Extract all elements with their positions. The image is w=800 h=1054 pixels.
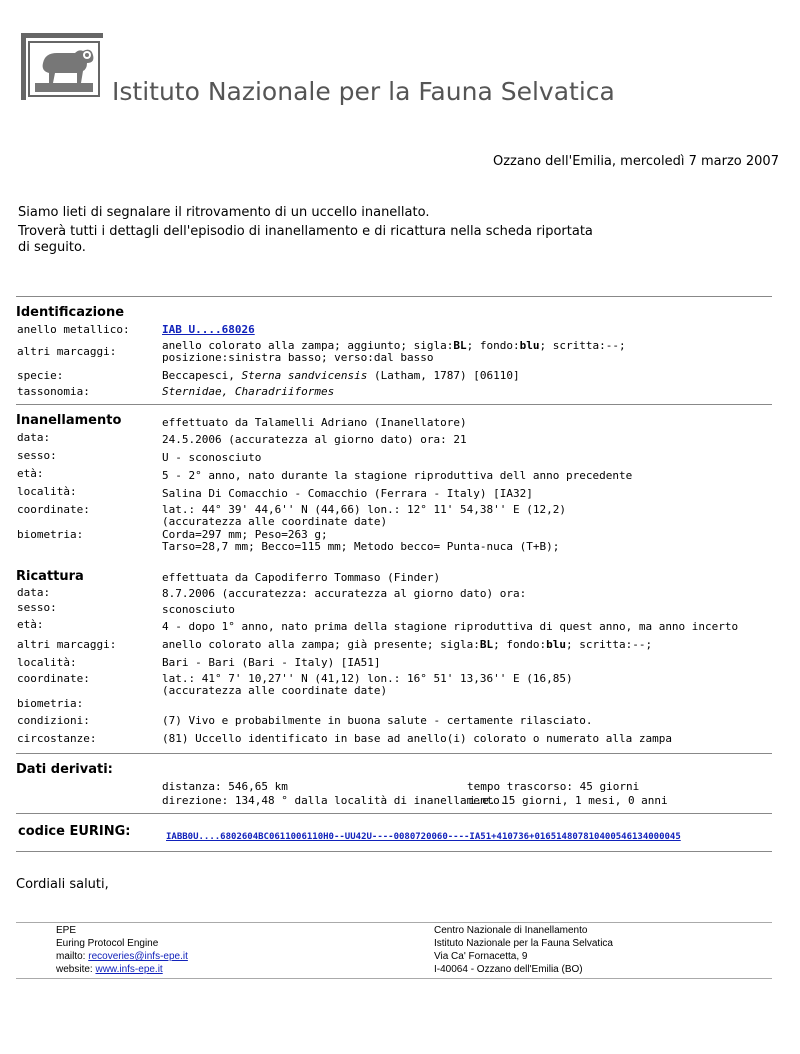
divider xyxy=(16,851,772,852)
institute-name: Istituto Nazionale per la Fauna Selvatica xyxy=(112,77,615,106)
inanellamento-bio-line2: Tarso=28,7 mm; Becco=115 mm; Metodo becco= Punta-nuca (T+B); xyxy=(162,540,560,553)
closing-text: Cordiali saluti, xyxy=(16,877,109,892)
altri-marcaggi-label: altri marcaggi: xyxy=(17,345,117,358)
footer-centro: Centro Nazionale di Inanellamento xyxy=(434,925,588,936)
ricattura-data-label: data: xyxy=(17,586,51,599)
mailto-link[interactable]: recoveries@infs-epe.it xyxy=(88,951,188,962)
dateline: Ozzano dell'Emilia, mercoledì 7 marzo 2007 xyxy=(493,154,779,169)
divider xyxy=(16,753,772,754)
section-title-derivati: Dati derivati: xyxy=(16,762,113,777)
ricattura-sesso-label: sesso: xyxy=(17,601,57,614)
footer-istituto: Istituto Nazionale per la Fauna Selvatica xyxy=(434,938,613,949)
divider xyxy=(16,296,772,297)
inanellamento-coord-note: (accuratezza alle coordinate date) xyxy=(162,515,388,528)
inanellamento-eta-value: 5 - 2° anno, nato durante la stagione riproduttiva dell anno precedente xyxy=(162,469,633,482)
distanza-value: distanza: 546,65 km xyxy=(162,780,288,793)
inanellamento-by: effettuato da Talamelli Adriano (Inanellatore) xyxy=(162,416,467,429)
ram-logo-icon xyxy=(21,33,103,100)
inanellamento-localita-label: località: xyxy=(17,485,77,498)
specie-value: Beccapesci, Sterna sandvicensis (Latham, 1787) [06110] xyxy=(162,369,520,382)
footer-engine: Euring Protocol Engine xyxy=(56,938,159,949)
footer-epe: EPE xyxy=(56,925,77,936)
divider xyxy=(16,404,772,405)
ricattura-data-value: 8.7.2006 (accuratezza: accuratezza al giorno dato) ora: xyxy=(162,587,527,600)
inanellamento-coord-value: lat.: 44° 39' 44,6'' N (44,66) lon.: 12° 11' 54,38'' E (12,2) xyxy=(162,503,566,516)
ricattura-coord-label: coordinate: xyxy=(17,672,90,685)
section-title-identificazione: Identificazione xyxy=(16,305,125,320)
ricattura-eta-value: 4 - dopo 1° anno, nato prima della stagione riproduttiva di quest anno, ma anno incerto xyxy=(162,620,739,633)
direzione-value: direzione: 134,48 ° dalla località di inanellamento. xyxy=(162,794,507,807)
tassonomia-label: tassonomia: xyxy=(17,385,90,398)
anello-label: anello metallico: xyxy=(17,323,130,336)
anello-link[interactable]: IAB U....68026 xyxy=(162,323,255,336)
ricattura-coord-value: lat.: 41° 7' 10,27'' N (41,12) lon.: 16° 51' 13,36'' E (16,85) xyxy=(162,672,573,685)
euring-code-link[interactable]: IABB0U....6802604BC0611006110H0--UU42U----0080720060----IA51+410736+016514807810400546134000045 xyxy=(166,832,681,842)
ricattura-localita-value: Bari - Bari (Bari - Italy) [IA51] xyxy=(162,656,381,669)
specie-label: specie: xyxy=(17,369,64,382)
inanellamento-bio-label: biometria: xyxy=(17,528,84,541)
tassonomia-value: Sternidae, Charadriiformes xyxy=(162,385,335,398)
footer-mailto: mailto: recoveries@infs-epe.it xyxy=(56,951,188,962)
divider xyxy=(16,922,772,923)
ricattura-cond-value: (7) Vivo e probabilmente in buona salute - certamente rilasciato. xyxy=(162,714,593,727)
ricattura-localita-label: località: xyxy=(17,656,77,669)
ricattura-coord-note: (accuratezza alle coordinate date) xyxy=(162,684,388,697)
ie-value: i.e. 15 giorni, 1 mesi, 0 anni xyxy=(469,794,668,807)
ricattura-bio-label: biometria: xyxy=(17,697,84,710)
divider xyxy=(16,978,772,979)
footer-city: I-40064 - Ozzano dell'Emilia (BO) xyxy=(434,964,583,975)
altri-marcaggi-line2: posizione:sinistra basso; verso:dal basso xyxy=(162,351,434,364)
section-title-ricattura: Ricattura xyxy=(16,569,84,584)
ricattura-cond-label: condizioni: xyxy=(17,714,90,727)
footer-website: website: www.infs-epe.it xyxy=(56,964,163,975)
inanellamento-sesso-label: sesso: xyxy=(17,449,57,462)
divider xyxy=(16,813,772,814)
intro-line-3: di seguito. xyxy=(18,240,86,255)
inanellamento-sesso-value: U - sconosciuto xyxy=(162,451,262,464)
intro-line-2: Troverà tutti i dettagli dell'episodio di inanellamento e di ricattura nella scheda riportata xyxy=(18,224,593,239)
section-title-euring: codice EURING: xyxy=(18,824,131,839)
website-link[interactable]: www.infs-epe.it xyxy=(95,964,163,975)
inanellamento-localita-value: Salina Di Comacchio - Comacchio (Ferrara - Italy) [IA32] xyxy=(162,487,533,500)
footer-address: Via Ca' Fornacetta, 9 xyxy=(434,951,528,962)
inanellamento-data-value: 24.5.2006 (accuratezza al giorno dato) ora: 21 xyxy=(162,433,467,446)
ricattura-eta-label: età: xyxy=(17,618,44,631)
inanellamento-eta-label: età: xyxy=(17,467,44,480)
intro-line-1: Siamo lieti di segnalare il ritrovamento di un uccello inanellato. xyxy=(18,205,430,220)
inanellamento-bio-line1: Corda=297 mm; Peso=263 g; xyxy=(162,528,328,541)
section-title-inanellamento: Inanellamento xyxy=(16,413,122,428)
ricattura-sesso-value: sconosciuto xyxy=(162,603,235,616)
inanellamento-data-label: data: xyxy=(17,431,51,444)
altri-marcaggi-value: anello colorato alla zampa; aggiunto; sigla:BL; fondo:blu; scritta:--; xyxy=(162,339,626,352)
anello-link-wrap xyxy=(162,323,255,336)
ricattura-by: effettuata da Capodiferro Tommaso (Finder) xyxy=(162,571,441,584)
ricattura-circ-label: circostanze: xyxy=(17,732,97,745)
ricattura-altri-value: anello colorato alla zampa; già presente; sigla:BL; fondo:blu; scritta:--; xyxy=(162,638,653,651)
ricattura-circ-value: (81) Uccello identificato in base ad anello(i) colorato o numerato alla zampa xyxy=(162,732,672,745)
inanellamento-coord-label: coordinate: xyxy=(17,503,90,516)
tempo-value: tempo trascorso: 45 giorni xyxy=(467,780,640,793)
ricattura-altri-label: altri marcaggi: xyxy=(17,638,117,651)
